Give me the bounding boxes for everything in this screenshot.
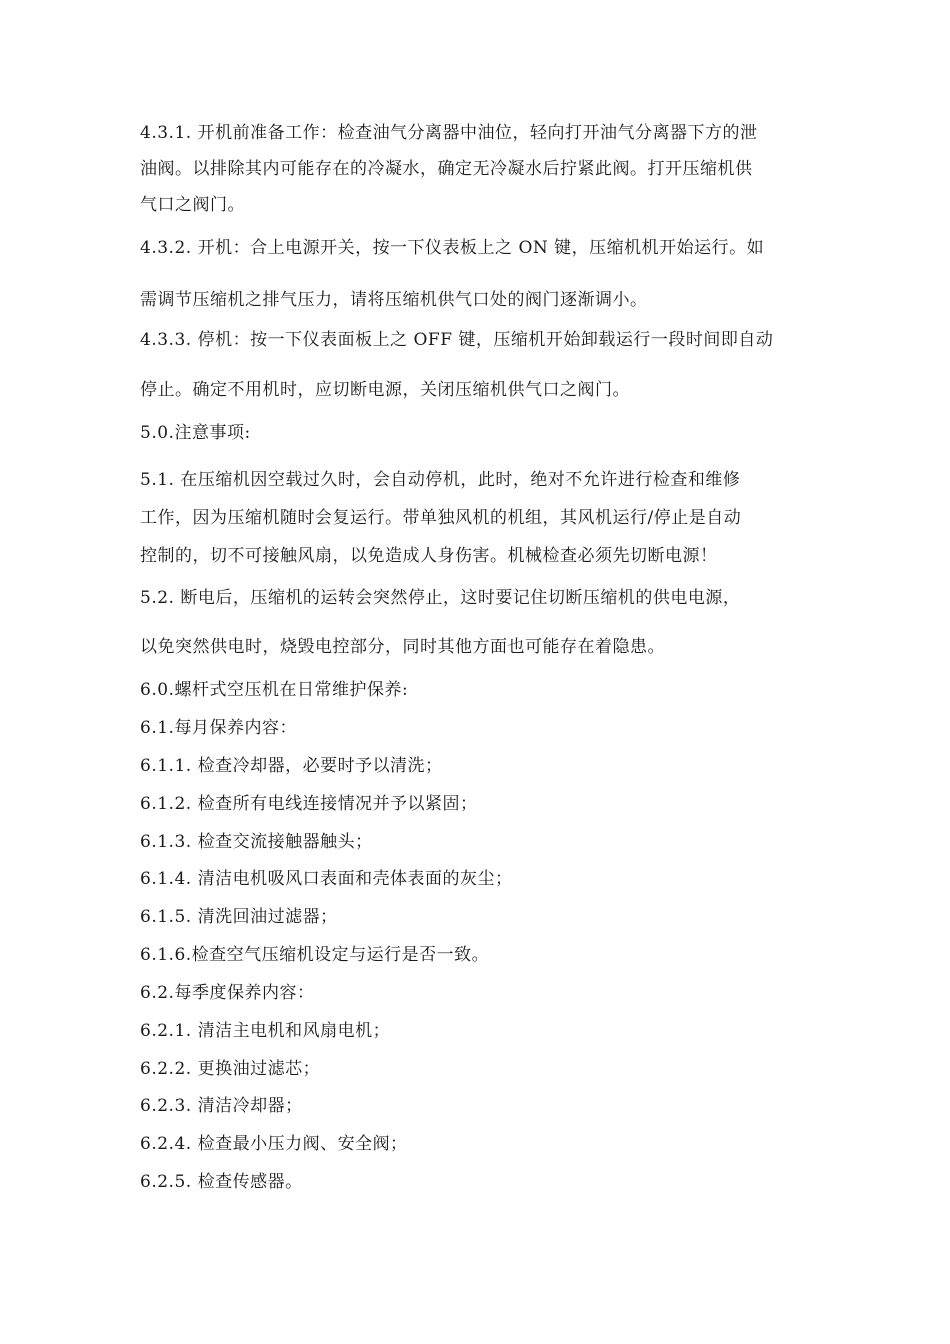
text-line: 6.1.2. 检查所有电线连接情况并予以紧固； bbox=[140, 794, 478, 814]
text-line: 5.1. 在压缩机因空载过久时，会自动停机，此时，绝对不允许进行检查和维修 bbox=[140, 470, 741, 490]
text-line: 5.2. 断电后，压缩机的运转会突然停止，这时要记住切断压缩机的供电电源， bbox=[140, 588, 741, 608]
text-line: 4.3.2. 开机：合上电源开关，按一下仪表板上之 ON 键，压缩机机开始运行。如 bbox=[140, 238, 765, 258]
text-line: 气口之阀门。 bbox=[140, 195, 245, 215]
text-line: 6.2.5. 检查传感器。 bbox=[140, 1172, 303, 1192]
text-line: 4.3.3. 停机：按一下仪表面板上之 OFF 键，压缩机开始卸载运行一段时间即自动 bbox=[140, 330, 774, 350]
text-line: 控制的，切不可接触风扇，以免造成人身伤害。机械检查必须先切断电源！ bbox=[140, 546, 718, 566]
text-line: 停止。确定不用机时，应切断电源，关闭压缩机供气口之阀门。 bbox=[140, 380, 630, 400]
text-line: 以免突然供电时，烧毁电控部分，同时其他方面也可能存在着隐患。 bbox=[140, 637, 665, 657]
text-line: 6.0.螺杆式空压机在日常维护保养: bbox=[140, 680, 409, 700]
text-line: 6.1.每月保养内容： bbox=[140, 718, 297, 738]
text-line: 油阀。以排除其内可能存在的冷凝水，确定无冷凝水后拧紧此阀。打开压缩机供 bbox=[140, 159, 753, 179]
text-line: 5.0.注意事项: bbox=[140, 423, 251, 443]
text-line: 6.2.1. 清洁主电机和风扇电机； bbox=[140, 1021, 391, 1041]
text-line: 6.1.1. 检查冷却器，必要时予以清洗； bbox=[140, 756, 443, 776]
text-line: 需调节压缩机之排气压力，请将压缩机供气口处的阀门逐渐调小。 bbox=[140, 290, 648, 310]
text-line: 6.2.3. 清洁冷却器； bbox=[140, 1096, 303, 1116]
text-line: 6.1.6.检查空气压缩机设定与运行是否一致。 bbox=[140, 945, 490, 965]
text-line: 4.3.1. 开机前准备工作：检查油气分离器中油位，轻向打开油气分离器下方的泄 bbox=[140, 123, 758, 143]
text-line: 6.1.4. 清洁电机吸风口表面和壳体表面的灰尘； bbox=[140, 869, 513, 889]
text-line: 6.2.4. 检查最小压力阀、安全阀； bbox=[140, 1134, 408, 1154]
text-line: 6.2.2. 更换油过滤芯； bbox=[140, 1059, 321, 1079]
text-line: 6.1.5. 清洗回油过滤器； bbox=[140, 907, 338, 927]
text-line: 6.2.每季度保养内容： bbox=[140, 983, 315, 1003]
text-line: 工作，因为压缩机随时会复运行。带单独风机的机组，其风机运行/停止是自动 bbox=[140, 508, 742, 528]
text-line: 6.1.3. 检查交流接触器触头； bbox=[140, 832, 373, 852]
